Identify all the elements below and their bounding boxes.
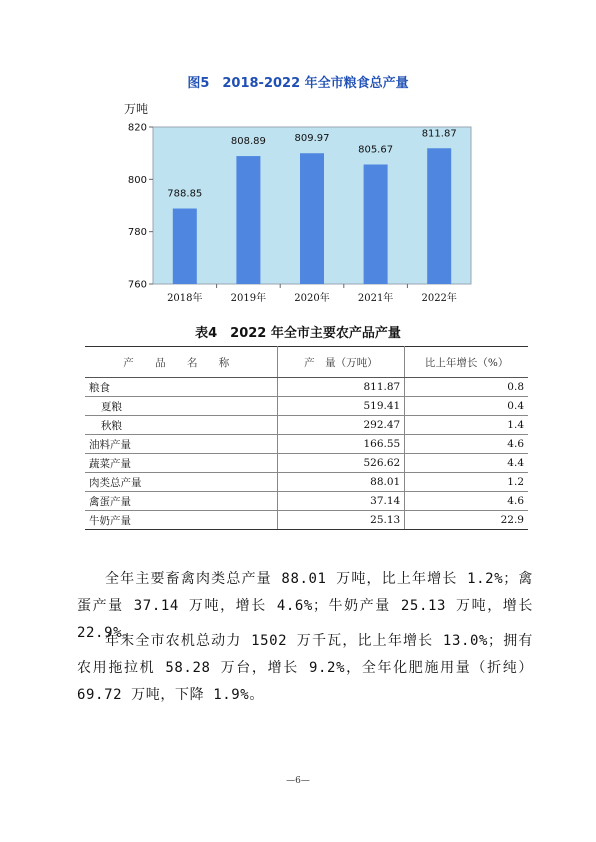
- cell-name: 肉类总产量: [85, 473, 277, 492]
- cell-value: 292.47: [277, 416, 405, 435]
- cell-name: 禽蛋产量: [85, 492, 277, 511]
- chart-svg: [118, 100, 478, 310]
- header-product-name: 产 品 名 称: [85, 347, 277, 378]
- table-row: [85, 378, 528, 397]
- table-row: [85, 397, 528, 416]
- table-row: [85, 511, 528, 530]
- cell-name: 夏粮: [85, 397, 277, 416]
- bar: [173, 209, 197, 284]
- cell-growth: 4.4: [405, 454, 528, 473]
- header-output: 产 量（万吨）: [277, 347, 405, 378]
- table-row: [85, 492, 528, 511]
- x-tick-label: 2019年: [230, 293, 267, 304]
- data-label: 809.97: [294, 133, 330, 145]
- cell-growth: 22.9: [405, 511, 528, 530]
- header-growth: 比上年增长（%）: [405, 347, 528, 378]
- figure-caption: 图5 2018-2022 年全市粮食总产量: [187, 76, 409, 91]
- cell-name: 油料产量: [85, 435, 277, 454]
- y-tick-label: 780: [127, 227, 147, 239]
- cell-value: 37.14: [277, 492, 405, 511]
- table-caption: 表4 2022 年全市主要农产品产量: [195, 326, 401, 341]
- cell-growth: 0.4: [405, 397, 528, 416]
- data-label: 788.85: [167, 188, 203, 200]
- x-tick-label: 2020年: [294, 293, 330, 304]
- produce-table: [85, 346, 528, 530]
- cell-name: 秋粮: [85, 416, 277, 435]
- cell-growth: 0.8: [405, 378, 528, 397]
- bar: [300, 153, 324, 284]
- bar: [364, 164, 388, 284]
- page-number: —6—: [286, 776, 310, 786]
- x-tick-label: 2021年: [357, 293, 394, 304]
- bar: [427, 148, 451, 284]
- table-row: [85, 454, 528, 473]
- y-axis-unit-label: 万吨: [124, 102, 149, 116]
- cell-growth: 1.4: [405, 416, 528, 435]
- cell-value: 166.55: [277, 435, 405, 454]
- cell-name: 牛奶产量: [85, 511, 277, 530]
- cell-growth: 1.2: [405, 473, 528, 492]
- table-row: [85, 435, 528, 454]
- bar: [236, 156, 260, 284]
- cell-value: 811.87: [277, 378, 405, 397]
- cell-name: 蔬菜产量: [85, 454, 277, 473]
- cell-name: 粮食: [85, 378, 277, 397]
- paragraph-livestock: 全年主要畜禽肉类总产量 88.01 万吨，比上年增长 1.2%；禽蛋产量 37.14 万吨，增长 4.6%；牛奶产量 25.13 万吨，增长 22.9%。: [77, 571, 533, 641]
- data-label: 811.87: [421, 128, 457, 140]
- cell-value: 88.01: [277, 473, 405, 492]
- grain-output-chart: [118, 100, 478, 310]
- table-header-row: [85, 347, 528, 378]
- x-tick-label: 2022年: [421, 293, 457, 304]
- data-label: 808.89: [230, 136, 266, 148]
- x-tick-label: 2018年: [167, 293, 203, 304]
- table-row: [85, 416, 528, 435]
- y-tick-label: 820: [127, 122, 147, 134]
- cell-value: 526.62: [277, 454, 405, 473]
- paragraph-machinery: 年末全市农机总动力 1502 万千瓦，比上年增长 13.0%；拥有农用拖拉机 58.28 万台，增长 9.2%，全年化肥施用量（折纯）69.72 万吨，下降 1.9%。: [77, 633, 533, 703]
- cell-growth: 4.6: [405, 492, 528, 511]
- data-label: 805.67: [358, 144, 394, 156]
- cell-value: 519.41: [277, 397, 405, 416]
- y-tick-label: 800: [127, 174, 147, 186]
- table-row: [85, 473, 528, 492]
- y-tick-label: 760: [127, 279, 147, 291]
- cell-value: 25.13: [277, 511, 405, 530]
- cell-growth: 4.6: [405, 435, 528, 454]
